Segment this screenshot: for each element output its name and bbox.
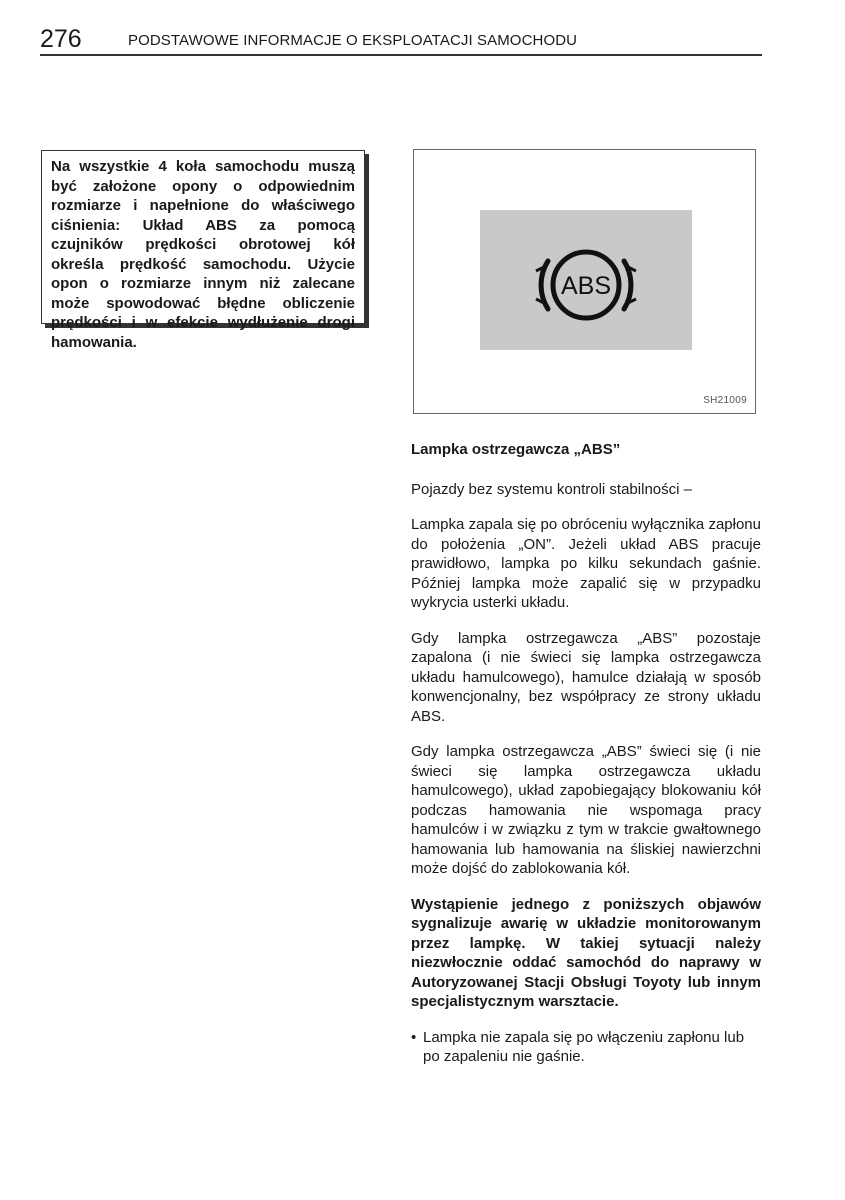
abs-figure	[413, 149, 756, 414]
page-header	[40, 26, 762, 56]
chapter-title: PODSTAWOWE INFORMACJE O EKSPLOATACJI SAMOCHODU	[128, 32, 578, 49]
abs-lamp-panel	[480, 210, 692, 350]
paragraph-intro: Pojazdy bez systemu kontroli stabilności –	[411, 480, 692, 498]
paragraph-lamp-stays-on: Gdy lampka ostrzegawcza „ABS” pozostaje zapalona (i nie świeci się lampka ostrzegawcza układu hamulcowego), hamulce działają w sposób konwencjonalny, bez współpracy ze strony układu ABS.	[411, 629, 761, 725]
paragraph-lamp-on: Lampka zapala się po obróceniu wyłącznika zapłonu do położenia „ON”. Jeżeli układ ABS pracuje prawidłowo, lampka po kilku sekundach gaśnie. Później lampka może zapalić się w przypadku wykrycia usterki układu.	[411, 516, 761, 611]
warning-text: Na wszystkie 4 koła samochodu muszą być założone opony o odpowiednim rozmiarze i napełnione do właściwego ciśnienia: Układ ABS za pomocą czujników prędkości obrotowej kół określa prędkość samochodu. Użycie opon o rozmiarze innym niż zalecane może spowodować błędne obliczenie prędkości i w efekcie wydłużenie drogi hamowania.	[51, 158, 355, 351]
bullet-text: Lampka nie zapala się po włączeniu zapłonu lub po zapaleniu nie gaśnie.	[423, 1028, 745, 1065]
section-title: Lampka ostrzegawcza „ABS”	[411, 441, 621, 458]
bullet-mark: •	[411, 1028, 417, 1046]
abs-warning-lamp-icon	[480, 210, 692, 350]
paragraph-malfunction: Wystąpienie jednego z poniższych objawów sygnalizuje awarię w układzie monitorowanym przez lampkę. W takiej sytuacji należy niezwłocznie oddać samochód do naprawy w Autoryzowanej Stacji Obsługi Toyoty lub innym specjalistycznym warsztacie.	[411, 895, 761, 1010]
abs-icon-label: ABS	[560, 272, 612, 300]
bullet-item	[411, 1028, 761, 1067]
main-column	[411, 440, 761, 1067]
warning-box	[41, 150, 365, 351]
paragraph-lamp-lit: Gdy lampka ostrzegawcza „ABS” świeci się (i nie świeci się lampka ostrzegawcza układu hamulcowego), układ zapobiegający blokowaniu kół podczas hamowania nie wspomaga pracy hamulców i w związku z tym w trakcie gwałtownego hamowania lub hamowania na śliskiej nawierzchni może dojść do zablokowania kół.	[411, 743, 761, 877]
figure-code: SH21009	[703, 395, 747, 406]
page-number: 276	[40, 25, 82, 53]
